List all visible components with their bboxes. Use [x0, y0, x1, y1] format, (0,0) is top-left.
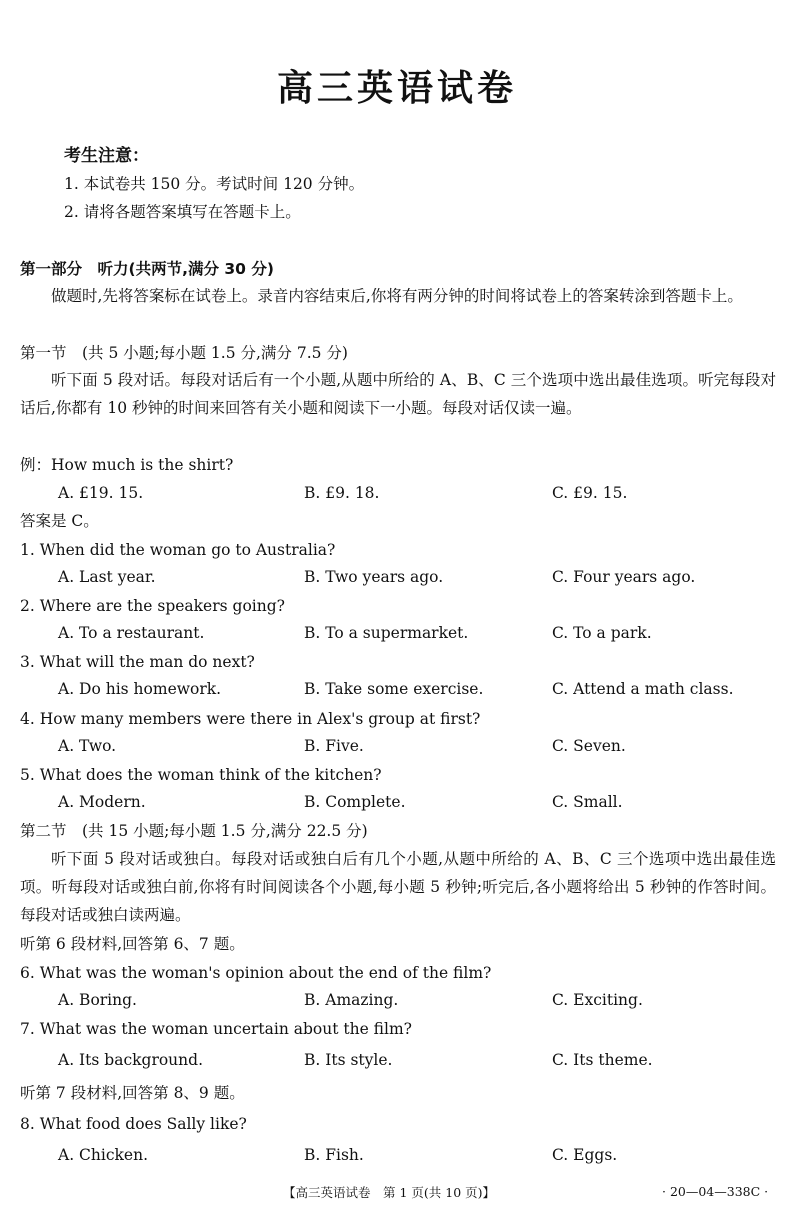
option-b: B. Fish.: [304, 1146, 364, 1164]
option-b: B. To a supermarket.: [304, 624, 469, 642]
option-c: C. Four years ago.: [552, 568, 696, 586]
material-6-label: 听第 6 段材料,回答第 6、7 题。: [20, 935, 245, 953]
option-c: C. Exciting.: [552, 991, 643, 1009]
option-a: A. Chicken.: [58, 1146, 149, 1164]
option-b: B. Its style.: [304, 1051, 393, 1069]
notice-item: 2. 请将各题答案填写在答题卡上。: [64, 203, 301, 221]
question: 2. Where are the speakers going?: [20, 597, 285, 615]
option-c: C. Eggs.: [552, 1146, 618, 1164]
page-title: 高三英语试卷: [276, 68, 517, 109]
question: 7. What was the woman uncertain about the film?: [20, 1020, 412, 1038]
option-b: B. Amazing.: [304, 991, 399, 1009]
option-a: A. Boring.: [58, 991, 137, 1009]
question: 4. How many members were there in Alex's group at first?: [20, 710, 481, 728]
notice-heading: 考生注意：: [64, 146, 149, 166]
option-b: B. Complete.: [304, 793, 406, 811]
option-b: B. Five.: [304, 737, 364, 755]
section2-heading: 第二节 (共 15 小题;每小题 1.5 分,满分 22.5 分): [20, 822, 368, 840]
footer-page-info: 【高三英语试卷 第 1 页(共 10 页)】: [283, 1185, 496, 1200]
material-7-label: 听第 7 段材料,回答第 8、9 题。: [20, 1084, 245, 1102]
section1-intro: 听下面 5 段对话。每段对话后有一个小题,从题中所给的 A、B、C 三个选项中选出最佳选项。听完每段对话后,你都有 10 秒钟的时间来回答有关小题和阅读下一小题。每段对话仅读一遍。: [20, 371, 776, 417]
question: 3. What will the man do next?: [20, 653, 255, 671]
question: 5. What does the woman think of the kitchen?: [20, 766, 382, 784]
question: 8. What food does Sally like?: [20, 1115, 247, 1133]
part1-intro: 做题时,先将答案标在试卷上。录音内容结束后,你将有两分钟的时间将试卷上的答案转涂到答题卡上。: [51, 287, 743, 305]
section2-intro: 听下面 5 段对话或独白。每段对话或独白后有几个小题,从题中所给的 A、B、C 三个选项中选出最佳选项。听每段对话或独白前,你将有时间阅读各个小题,每小题 5 秒钟;听完后,各小题将给出 5 秒钟的作答时间。每段对话或独白读两遍。: [20, 850, 776, 924]
option-a: A. Do his homework.: [58, 680, 222, 698]
example-question: 例：How much is the shirt?: [20, 456, 234, 474]
example-option-b: B. £9. 18.: [304, 484, 380, 502]
part1-heading: 第一部分 听力(共两节,满分 30 分): [20, 260, 274, 278]
option-b: B. Take some exercise.: [304, 680, 484, 698]
example-answer: 答案是 C。: [20, 512, 99, 530]
notice-item: 1. 本试卷共 150 分。考试时间 120 分钟。: [64, 175, 365, 193]
footer-code: · 20—04—338C ·: [662, 1184, 769, 1199]
option-a: A. Modern.: [58, 793, 146, 811]
option-a: A. Two.: [58, 737, 117, 755]
example-option-a: A. £19. 15.: [58, 484, 144, 502]
question: 6. What was the woman's opinion about the end of the film?: [20, 964, 492, 982]
option-a: A. Its background.: [58, 1051, 203, 1069]
option-c: C. Small.: [552, 793, 623, 811]
option-a: A. To a restaurant.: [58, 624, 205, 642]
option-c: C. To a park.: [552, 624, 652, 642]
question: 1. When did the woman go to Australia?: [20, 541, 336, 559]
option-c: C. Its theme.: [552, 1051, 653, 1069]
option-a: A. Last year.: [58, 568, 156, 586]
option-c: C. Seven.: [552, 737, 626, 755]
option-b: B. Two years ago.: [304, 568, 444, 586]
section1-heading: 第一节 (共 5 小题;每小题 1.5 分,满分 7.5 分): [20, 344, 348, 362]
option-c: C. Attend a math class.: [552, 680, 734, 698]
example-option-c: C. £9. 15.: [552, 484, 628, 502]
